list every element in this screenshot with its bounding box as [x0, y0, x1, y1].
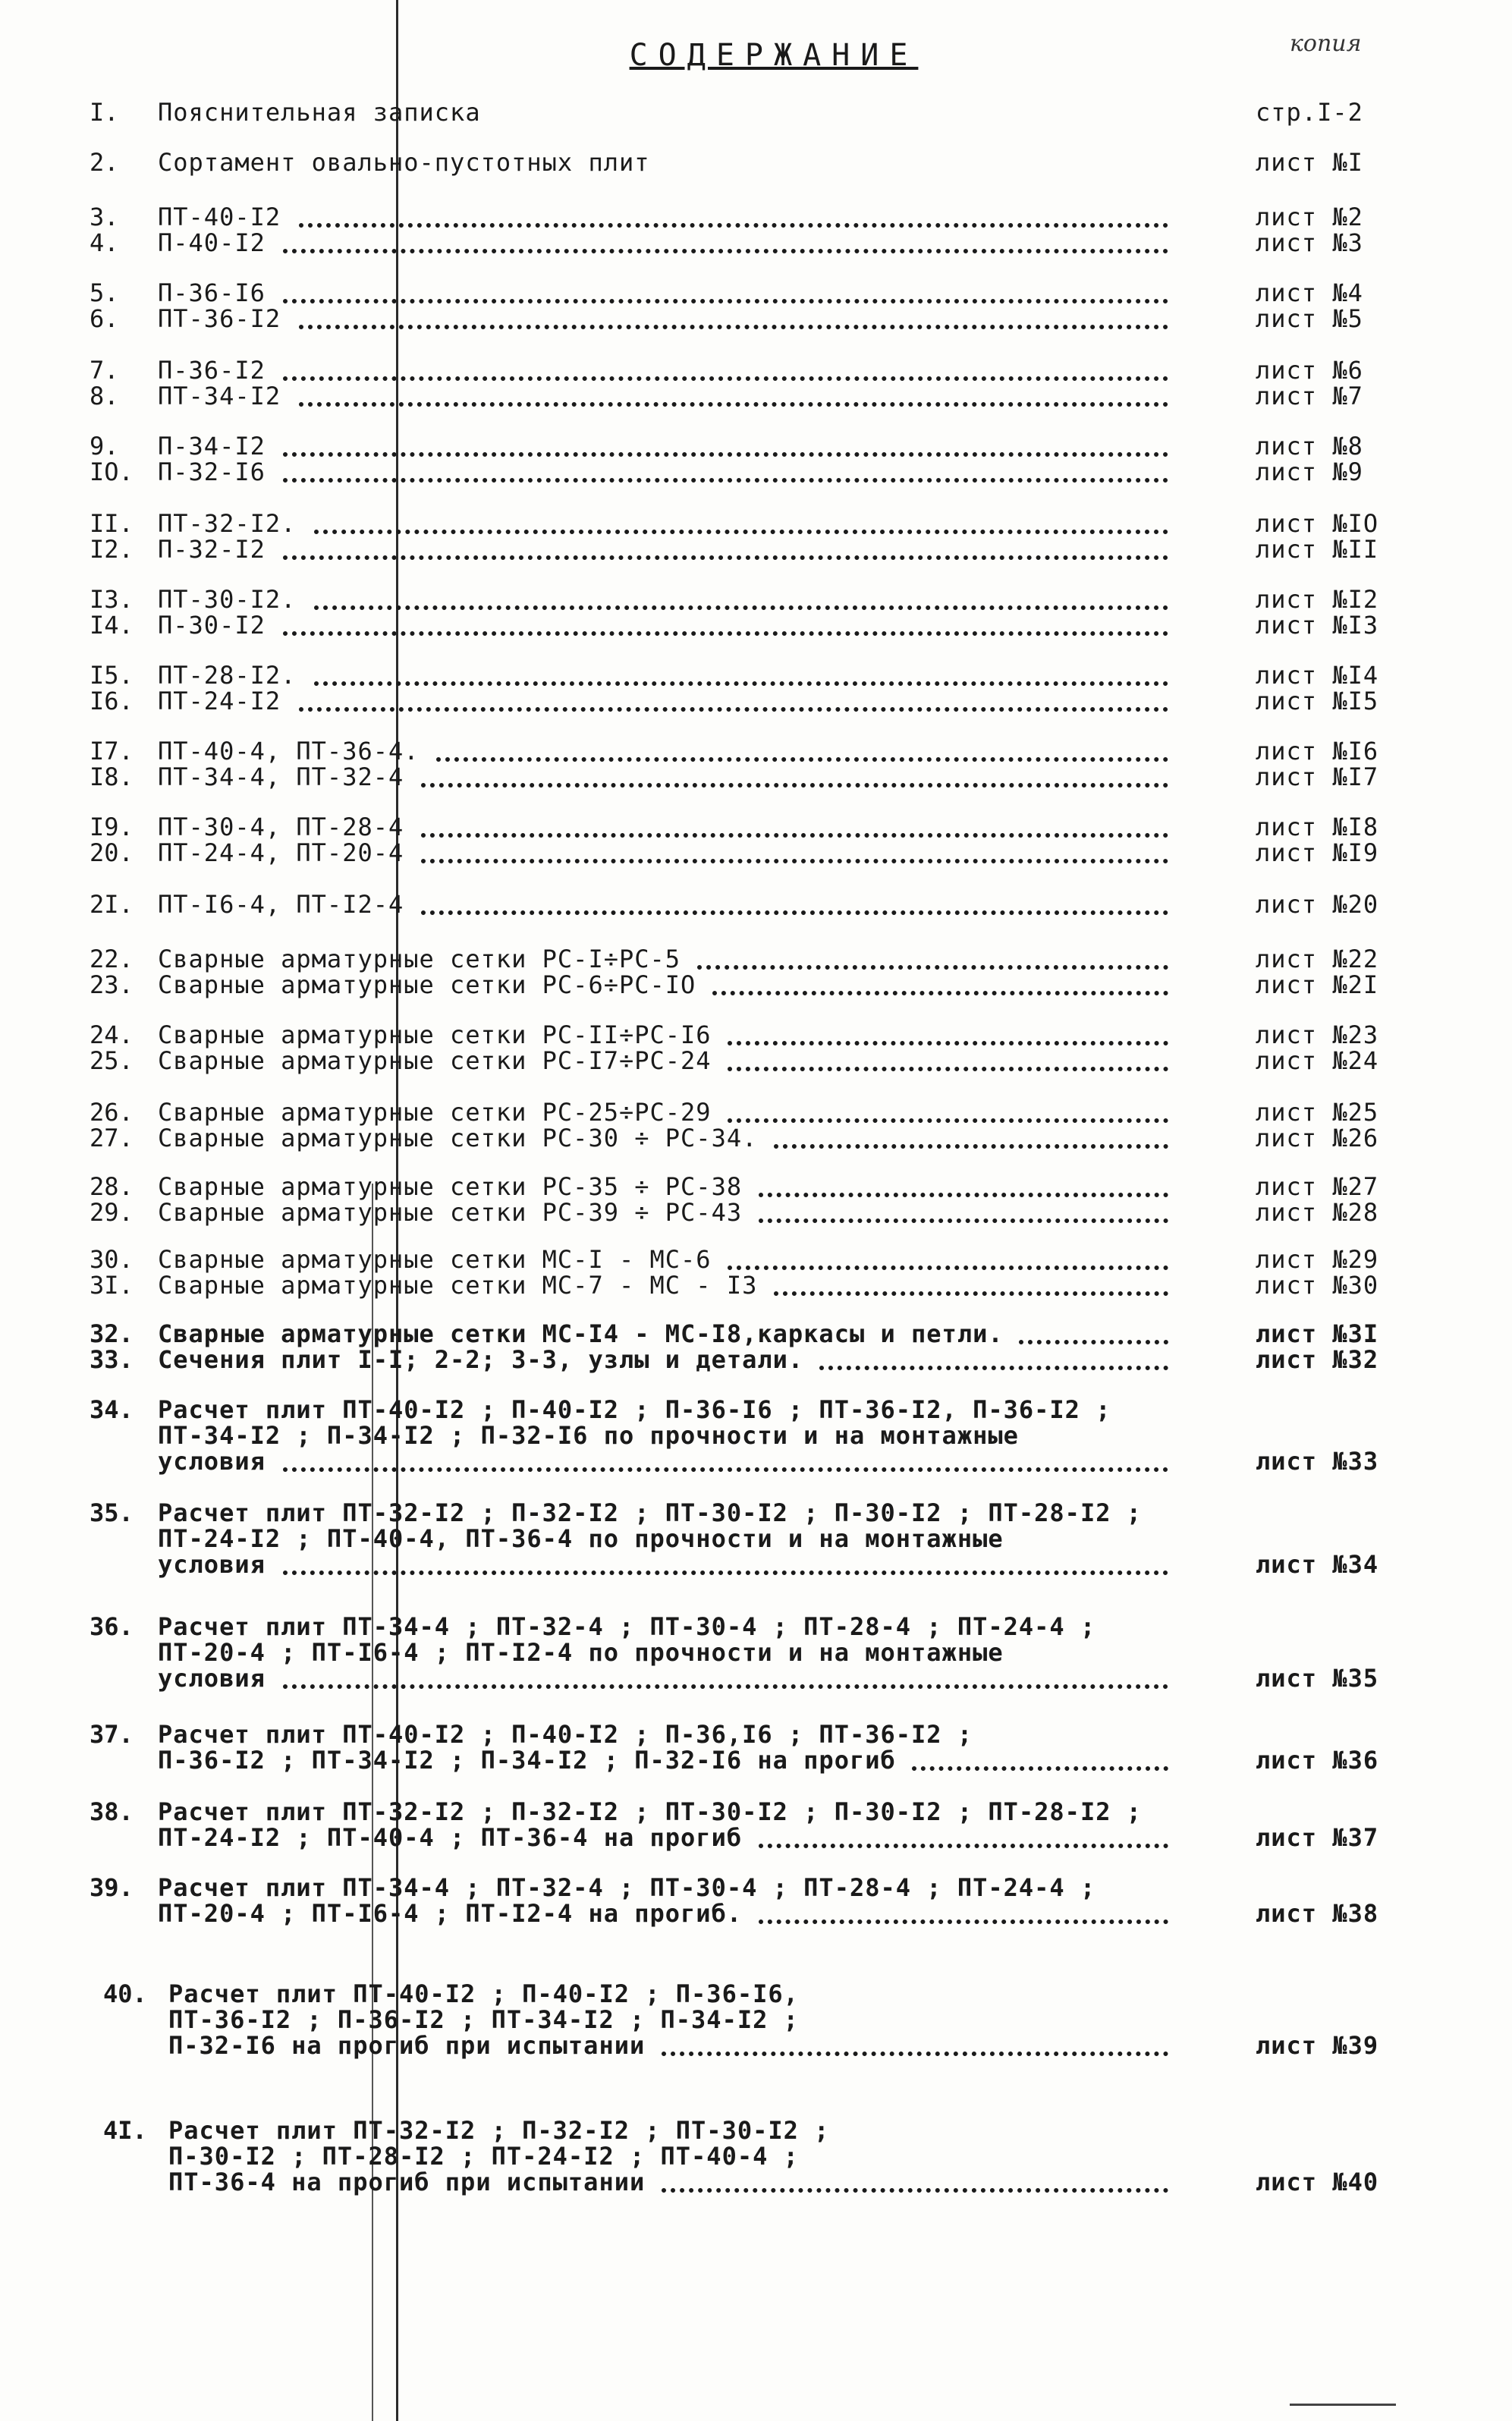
- page-reference: стр.I-2: [1256, 98, 1363, 127]
- item-text: Сварные арматурные сетки РС-39 ÷ РС-43: [158, 1198, 743, 1227]
- leader-dots: [299, 322, 1168, 329]
- item-text: ПТ-24-I2 ; ПТ-40-4 ; ПТ-36-4 на прогиб: [158, 1823, 743, 1852]
- page-reference: лист №8: [1256, 432, 1363, 461]
- item-text: Сортамент овально-пустотных плит: [158, 148, 650, 177]
- item-text: ПТ-20-4 ; ПТ-I6-4 ; ПТ-I2-4 на прогиб.: [158, 1899, 743, 1928]
- item-text: ПТ-40-I2: [158, 203, 281, 231]
- item-number: 20.: [90, 838, 134, 867]
- page-reference: лист №33: [1256, 1447, 1379, 1476]
- page-reference: лист №23: [1256, 1020, 1379, 1049]
- item-text: ПТ-24-4, ПТ-20-4: [158, 838, 404, 867]
- item-number: II.: [90, 509, 134, 538]
- leader-dots: [662, 2048, 1168, 2056]
- leader-dots: [314, 678, 1168, 686]
- leader-dots: [728, 1262, 1168, 1270]
- leader-dots: [421, 907, 1168, 915]
- item-number: I6.: [90, 687, 134, 715]
- item-number: 5.: [90, 278, 119, 307]
- item-text: П-40-I2: [158, 228, 266, 257]
- item-text: П-30-I2: [158, 611, 266, 640]
- item-number: 22.: [90, 945, 134, 973]
- item-number: I2.: [90, 535, 134, 564]
- item-number: 34.: [90, 1395, 134, 1424]
- item-number: 2I.: [90, 890, 134, 919]
- page-reference: лист №22: [1256, 945, 1379, 973]
- item-text: Сварные арматурные сетки МС-I4 - МС-I8,каркасы и петли.: [158, 1319, 1004, 1348]
- item-number: I.: [90, 98, 119, 127]
- item-number: 36.: [90, 1612, 134, 1641]
- page-reference: лист №I5: [1256, 687, 1379, 715]
- item-number: I5.: [90, 661, 134, 690]
- leader-dots: [774, 1141, 1168, 1149]
- item-text: Сварные арматурные сетки МС-7 - МС - I3: [158, 1271, 758, 1300]
- item-text: П-32-I2: [158, 535, 266, 564]
- item-text: Сварные арматурные сетки МС-I - МС-6: [158, 1245, 712, 1274]
- leader-dots: [912, 1763, 1168, 1771]
- leader-dots: [314, 602, 1168, 610]
- page-reference: лист №IO: [1256, 509, 1379, 538]
- item-number: 38.: [90, 1797, 134, 1826]
- leader-dots: [283, 373, 1168, 381]
- page-reference: лист №2: [1256, 203, 1363, 231]
- leader-dots: [283, 1464, 1168, 1472]
- item-number: I9.: [90, 813, 134, 841]
- leader-dots: [283, 246, 1168, 253]
- page-reference: лист №I: [1256, 148, 1363, 177]
- item-text: ПТ-36-I2: [158, 304, 281, 333]
- item-number: 37.: [90, 1720, 134, 1749]
- item-text: Сварные арматурные сетки РС-30 ÷ РС-34.: [158, 1124, 758, 1152]
- item-number: 39.: [90, 1873, 134, 1902]
- leader-dots: [1019, 1337, 1168, 1344]
- page-reference: лист №25: [1256, 1098, 1379, 1127]
- item-text: ПТ-28-I2.: [158, 661, 297, 690]
- item-text: условия: [158, 1447, 266, 1476]
- leader-dots: [314, 527, 1168, 534]
- item-number: 26.: [90, 1098, 134, 1127]
- item-text: Сварные арматурные сетки РС-I7÷РС-24: [158, 1046, 712, 1075]
- leader-dots: [759, 1215, 1168, 1223]
- item-text: ПТ-32-I2.: [158, 509, 297, 538]
- item-number: I8.: [90, 762, 134, 791]
- leader-dots: [759, 1841, 1168, 1848]
- item-number: 33.: [90, 1345, 134, 1374]
- item-text: П-36-I2 ; ПТ-34-I2 ; П-34-I2 ; П-32-I6 на прогиб: [158, 1746, 896, 1775]
- leader-dots: [299, 220, 1168, 228]
- item-number: 4I.: [103, 2116, 147, 2145]
- page-reference: лист №I7: [1256, 762, 1379, 791]
- item-number: 6.: [90, 304, 119, 333]
- item-number: IO.: [90, 457, 134, 486]
- item-text: П-36-I2: [158, 356, 266, 385]
- item-number: 2.: [90, 148, 119, 177]
- page-reference: лист №20: [1256, 890, 1379, 919]
- page-reference: лист №I9: [1256, 838, 1379, 867]
- leader-dots: [283, 449, 1168, 457]
- item-text: Расчет плит ПТ-40-I2 ; П-40-I2 ; П-36,I6 ; ПТ-36-I2 ;: [158, 1720, 973, 1749]
- leader-dots: [662, 2185, 1168, 2193]
- leader-dots: [283, 628, 1168, 636]
- leader-dots: [421, 856, 1168, 863]
- leader-dots: [697, 962, 1168, 970]
- page-reference: лист №32: [1256, 1345, 1379, 1374]
- page-reference: лист №3: [1256, 228, 1363, 257]
- page-reference: лист №5: [1256, 304, 1363, 333]
- page-reference: лист №I3: [1256, 611, 1379, 640]
- item-number: 25.: [90, 1046, 134, 1075]
- page-reference: лист №3I: [1256, 1319, 1379, 1348]
- item-text: ПТ-I6-4, ПТ-I2-4: [158, 890, 404, 919]
- item-number: 4.: [90, 228, 119, 257]
- page-reference: лист №29: [1256, 1245, 1379, 1274]
- leader-dots: [728, 1064, 1168, 1071]
- item-text: Сварные арматурные сетки РС-II÷РС-I6: [158, 1020, 712, 1049]
- item-number: 9.: [90, 432, 119, 461]
- page-reference: лист №27: [1256, 1172, 1379, 1201]
- leader-dots: [759, 1916, 1168, 1924]
- leader-dots: [421, 780, 1168, 788]
- leader-dots: [283, 296, 1168, 303]
- item-text: ПТ-20-4 ; ПТ-I6-4 ; ПТ-I2-4 по прочности и на монтажные: [158, 1638, 1004, 1667]
- page-reference: лист №37: [1256, 1823, 1379, 1852]
- item-text: Сварные арматурные сетки РС-35 ÷ РС-38: [158, 1172, 743, 1201]
- item-number: 24.: [90, 1020, 134, 1049]
- item-number: 40.: [103, 1979, 147, 2008]
- item-number: 7.: [90, 356, 119, 385]
- leader-dots: [774, 1288, 1168, 1296]
- item-text: ПТ-36-I2 ; П-36-I2 ; ПТ-34-I2 ; П-34-I2 ;: [168, 2005, 799, 2034]
- page-reference: лист №I4: [1256, 661, 1379, 690]
- leader-dots: [421, 830, 1168, 838]
- item-number: I4.: [90, 611, 134, 640]
- item-number: 3I.: [90, 1271, 134, 1300]
- leader-dots: [299, 399, 1168, 407]
- page-reference: лист №36: [1256, 1746, 1379, 1775]
- page-reference: лист №I2: [1256, 585, 1379, 614]
- item-text: П-30-I2 ; ПТ-28-I2 ; ПТ-24-I2 ; ПТ-40-4 ;: [168, 2142, 799, 2171]
- item-text: Сварные арматурные сетки РС-6÷РС-IO: [158, 970, 696, 999]
- page-reference: лист №40: [1256, 2168, 1379, 2196]
- item-number: 32.: [90, 1319, 134, 1348]
- item-number: 3.: [90, 203, 119, 231]
- item-text: Расчет плит ПТ-32-I2 ; П-32-I2 ; ПТ-30-I2 ; П-30-I2 ; ПТ-28-I2 ;: [158, 1797, 1142, 1826]
- item-text: ПТ-24-I2 ; ПТ-40-4, ПТ-36-4 по прочности и на монтажные: [158, 1524, 1004, 1553]
- page-edge-mark: [1290, 2404, 1396, 2409]
- item-text: условия: [158, 1550, 266, 1579]
- item-number: 8.: [90, 382, 119, 410]
- item-text: П-32-I6: [158, 457, 266, 486]
- leader-dots: [283, 552, 1168, 560]
- item-text: Расчет плит ПТ-40-I2 ; П-40-I2 ; П-36-I6 ; ПТ-36-I2, П-36-I2 ;: [158, 1395, 1111, 1424]
- leader-dots: [712, 988, 1168, 995]
- item-text: ПТ-34-I2: [158, 382, 281, 410]
- item-text: Расчет плит ПТ-34-4 ; ПТ-32-4 ; ПТ-30-4 ; ПТ-28-4 ; ПТ-24-4 ;: [158, 1873, 1096, 1902]
- item-text: ПТ-24-I2: [158, 687, 281, 715]
- page-reference: лист №6: [1256, 356, 1363, 385]
- page-reference: лист №38: [1256, 1899, 1379, 1928]
- leader-dots: [283, 475, 1168, 483]
- page-reference: лист №2I: [1256, 970, 1379, 999]
- page-reference: лист №4: [1256, 278, 1363, 307]
- page-reference: лист №28: [1256, 1198, 1379, 1227]
- page-reference: лист №39: [1256, 2031, 1379, 2060]
- item-text: Сварные арматурные сетки РС-I÷РС-5: [158, 945, 681, 973]
- item-text: ПТ-34-4, ПТ-32-4: [158, 762, 404, 791]
- item-text: Сечения плит I-I; 2-2; 3-3, узлы и детали.: [158, 1345, 804, 1374]
- leader-dots: [283, 1681, 1168, 1689]
- item-number: 29.: [90, 1198, 134, 1227]
- leader-dots: [436, 754, 1168, 762]
- page-reference: лист №7: [1256, 382, 1363, 410]
- leader-dots: [728, 1115, 1168, 1123]
- page-title: СОДЕРЖАНИЕ: [629, 38, 919, 73]
- item-number: 23.: [90, 970, 134, 999]
- item-text: П-36-I6: [158, 278, 266, 307]
- item-text: Расчет плит ПТ-40-I2 ; П-40-I2 ; П-36-I6,: [168, 1979, 799, 2008]
- item-number: 28.: [90, 1172, 134, 1201]
- item-text: П-32-I6 на прогиб при испытании: [168, 2031, 646, 2060]
- leader-dots: [299, 704, 1168, 712]
- page-reference: лист №34: [1256, 1550, 1379, 1579]
- item-text: Сварные арматурные сетки РС-25÷РС-29: [158, 1098, 712, 1127]
- item-text: условия: [158, 1664, 266, 1693]
- item-text: ПТ-36-4 на прогиб при испытании: [168, 2168, 646, 2196]
- leader-dots: [819, 1363, 1168, 1370]
- page-reference: лист №II: [1256, 535, 1379, 564]
- item-number: 35.: [90, 1498, 134, 1527]
- copy-stamp: копия: [1290, 30, 1362, 57]
- item-text: Расчет плит ПТ-32-I2 ; П-32-I2 ; ПТ-30-I2 ;: [168, 2116, 830, 2145]
- item-text: П-34-I2: [158, 432, 266, 461]
- page-reference: лист №30: [1256, 1271, 1379, 1300]
- item-text: ПТ-34-I2 ; П-34-I2 ; П-32-I6 по прочности и на монтажные: [158, 1421, 1019, 1450]
- page-reference: лист №9: [1256, 457, 1363, 486]
- item-text: Расчет плит ПТ-32-I2 ; П-32-I2 ; ПТ-30-I2 ; П-30-I2 ; ПТ-28-I2 ;: [158, 1498, 1142, 1527]
- page-reference: лист №35: [1256, 1664, 1379, 1693]
- item-text: Расчет плит ПТ-34-4 ; ПТ-32-4 ; ПТ-30-4 ; ПТ-28-4 ; ПТ-24-4 ;: [158, 1612, 1096, 1641]
- page-reference: лист №I8: [1256, 813, 1379, 841]
- item-number: 30.: [90, 1245, 134, 1274]
- item-text: ПТ-30-4, ПТ-28-4: [158, 813, 404, 841]
- item-number: 27.: [90, 1124, 134, 1152]
- item-text: Пояснительная записка: [158, 98, 481, 127]
- item-text: ПТ-40-4, ПТ-36-4.: [158, 737, 420, 766]
- page-reference: лист №I6: [1256, 737, 1379, 766]
- leader-dots: [728, 1038, 1168, 1045]
- leader-dots: [283, 1567, 1168, 1575]
- item-text: ПТ-30-I2.: [158, 585, 297, 614]
- item-number: I7.: [90, 737, 134, 766]
- leader-dots: [759, 1190, 1168, 1197]
- page-reference: лист №24: [1256, 1046, 1379, 1075]
- item-number: I3.: [90, 585, 134, 614]
- page-reference: лист №26: [1256, 1124, 1379, 1152]
